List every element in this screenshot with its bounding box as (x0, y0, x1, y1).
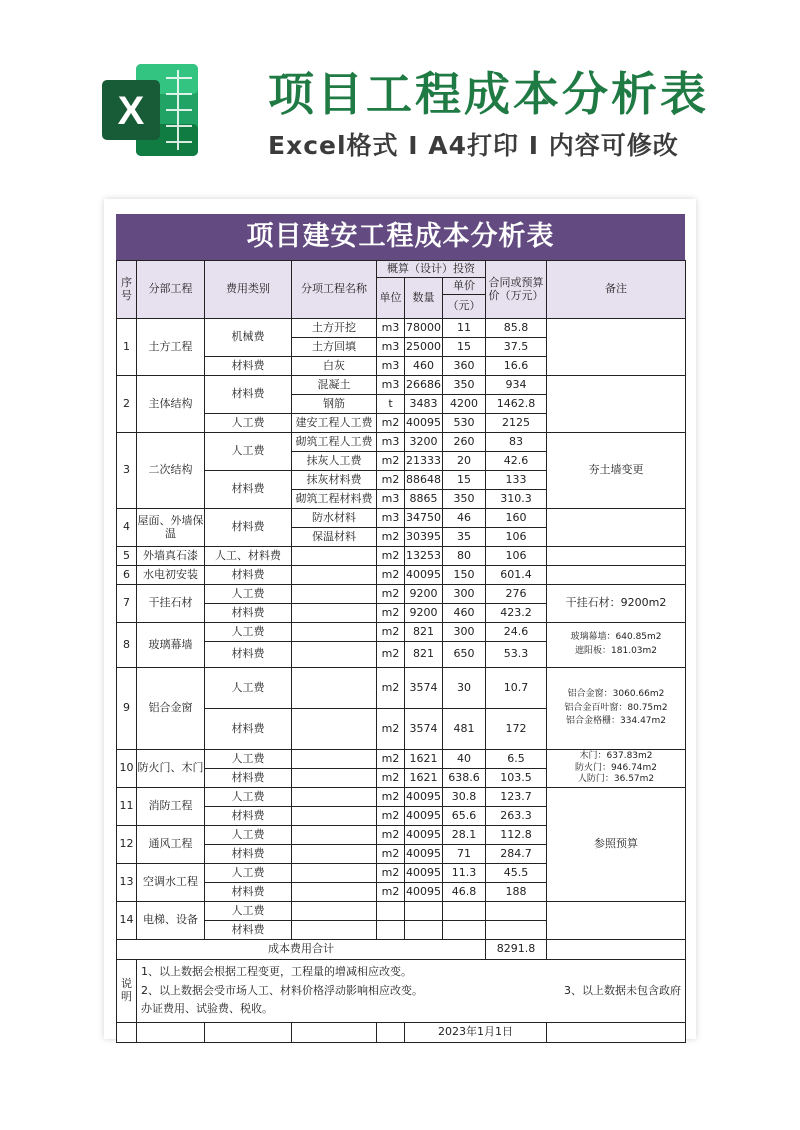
cost-type-cell: 人工、材料费 (205, 547, 292, 566)
contract-cell: 310.3 (486, 490, 547, 509)
cost-type-cell: 材料费 (205, 471, 292, 509)
notes-cell (547, 750, 686, 788)
page-title: 项目工程成本分析表 (268, 67, 709, 121)
total-label: 成本费用合计 (117, 940, 486, 960)
subitem-cell: 抹灰材料费 (292, 471, 377, 490)
seq-cell: 9 (117, 668, 137, 750)
price-cell (443, 921, 486, 940)
header-quantity: 数量 (405, 278, 443, 319)
price-cell: 650 (443, 642, 486, 668)
remark-line-3: 3、以上数据未包含政府 (564, 983, 682, 997)
subitem-cell (292, 788, 377, 807)
table-row (117, 433, 686, 452)
contract-cell (486, 902, 547, 921)
note-line: 玻璃幕墙：640.85m2 (570, 632, 662, 643)
qty-cell: 26686 (405, 376, 443, 395)
subitem-cell: 抹灰人工费 (292, 452, 377, 471)
header-subitem: 分项工程名称 (292, 261, 377, 319)
subitem-cell (292, 902, 377, 921)
subitem-cell (292, 709, 377, 750)
price-cell: 30.8 (443, 788, 486, 807)
unit-cell: m2 (377, 750, 405, 769)
unit-cell (377, 921, 405, 940)
price-cell: 28.1 (443, 826, 486, 845)
contract-cell: 85.8 (486, 319, 547, 338)
price-cell: 35 (443, 528, 486, 547)
table-header-row (117, 261, 686, 278)
contract-cell: 83 (486, 433, 547, 452)
unit-cell: m2 (377, 709, 405, 750)
unit-cell: m2 (377, 528, 405, 547)
notes-cell (547, 940, 686, 960)
contract-cell: 53.3 (486, 642, 547, 668)
contract-cell: 284.7 (486, 845, 547, 864)
contract-cell: 1462.8 (486, 395, 547, 414)
page-subtitle: Excel格式 I A4打印 I 内容可修改 (268, 131, 679, 160)
division-cell: 玻璃幕墙 (137, 623, 205, 668)
unit-cell: m2 (377, 826, 405, 845)
subitem-cell (292, 668, 377, 709)
header-notes: 备注 (547, 261, 686, 319)
empty-cell (292, 1023, 377, 1043)
unit-cell: m2 (377, 585, 405, 604)
header-cost-type: 费用类别 (205, 261, 292, 319)
subitem-cell (292, 623, 377, 642)
contract-cell: 123.7 (486, 788, 547, 807)
subitem-cell (292, 769, 377, 788)
price-cell: 350 (443, 376, 486, 395)
subitem-cell: 钢筋 (292, 395, 377, 414)
table-row (117, 547, 686, 566)
subitem-cell (292, 566, 377, 585)
notes-cell (547, 319, 686, 376)
price-cell: 350 (443, 490, 486, 509)
division-cell: 空调水工程 (137, 864, 205, 902)
subitem-cell (292, 642, 377, 668)
division-cell: 防火门、木门 (137, 750, 205, 788)
contract-cell: 172 (486, 709, 547, 750)
qty-cell: 3483 (405, 395, 443, 414)
remark-line-2: 2、以上数据会受市场人工、材料价格浮动影响相应改变。 (141, 983, 423, 997)
contract-cell: 188 (486, 883, 547, 902)
price-cell: 46.8 (443, 883, 486, 902)
contract-cell: 45.5 (486, 864, 547, 883)
unit-cell: m2 (377, 414, 405, 433)
qty-cell: 40095 (405, 807, 443, 826)
contract-cell: 106 (486, 528, 547, 547)
price-cell: 11.3 (443, 864, 486, 883)
subitem-cell: 建安工程人工费 (292, 414, 377, 433)
subitem-cell: 砌筑工程人工费 (292, 433, 377, 452)
contract-cell: 601.4 (486, 566, 547, 585)
total-value: 8291.8 (486, 940, 547, 960)
price-cell: 300 (443, 585, 486, 604)
cost-type-cell: 材料费 (205, 807, 292, 826)
notes-cell: 参照预算 (547, 788, 686, 902)
cost-type-cell: 材料费 (205, 642, 292, 668)
price-cell: 80 (443, 547, 486, 566)
notes-cell (547, 668, 686, 750)
price-cell: 46 (443, 509, 486, 528)
seq-cell: 8 (117, 623, 137, 668)
notes-cell: 干挂石材：9200m2 (547, 585, 686, 623)
remarks-label: 说明 (117, 960, 137, 1023)
contract-cell: 10.7 (486, 668, 547, 709)
subitem-cell: 土方回填 (292, 338, 377, 357)
seq-cell: 11 (117, 788, 137, 826)
unit-cell: m2 (377, 471, 405, 490)
seq-cell: 2 (117, 376, 137, 433)
header-division: 分部工程 (137, 261, 205, 319)
unit-cell: m2 (377, 769, 405, 788)
contract-cell (486, 921, 547, 940)
note-line: 木门：637.83m2 (579, 750, 653, 761)
contract-cell: 160 (486, 509, 547, 528)
logo-letter: X (117, 89, 145, 133)
table-row (117, 668, 686, 709)
header-seq: 序号 (117, 261, 137, 319)
unit-cell: m3 (377, 319, 405, 338)
seq-cell: 1 (117, 319, 137, 376)
unit-cell: m2 (377, 623, 405, 642)
unit-cell: m2 (377, 642, 405, 668)
contract-cell: 934 (486, 376, 547, 395)
seq-cell: 4 (117, 509, 137, 547)
cost-type-cell: 材料费 (205, 769, 292, 788)
unit-cell: t (377, 395, 405, 414)
excel-logo-icon (100, 60, 202, 160)
subitem-cell: 保温材料 (292, 528, 377, 547)
subitem-cell (292, 750, 377, 769)
contract-cell: 16.6 (486, 357, 547, 376)
division-cell: 土方工程 (137, 319, 205, 376)
contract-cell: 133 (486, 471, 547, 490)
qty-cell: 40095 (405, 566, 443, 585)
qty-cell (405, 902, 443, 921)
price-cell: 30 (443, 668, 486, 709)
table-row (117, 902, 686, 921)
seq-cell: 10 (117, 750, 137, 788)
unit-cell (377, 902, 405, 921)
unit-cell: m2 (377, 864, 405, 883)
qty-cell: 3200 (405, 433, 443, 452)
division-cell: 二次结构 (137, 433, 205, 509)
notes-cell (547, 509, 686, 547)
division-cell: 铝合金窗 (137, 668, 205, 750)
price-cell: 4200 (443, 395, 486, 414)
cost-type-cell: 人工费 (205, 826, 292, 845)
qty-cell: 40095 (405, 414, 443, 433)
cost-type-cell: 人工费 (205, 750, 292, 769)
unit-cell: m2 (377, 883, 405, 902)
qty-cell: 88648 (405, 471, 443, 490)
cost-type-cell: 人工费 (205, 414, 292, 433)
table-row (117, 566, 686, 585)
header-unit: 单位 (377, 278, 405, 319)
qty-cell: 821 (405, 642, 443, 668)
notes-cell (547, 566, 686, 585)
price-cell: 15 (443, 471, 486, 490)
qty-cell: 40095 (405, 864, 443, 883)
table-row (117, 750, 686, 769)
qty-cell: 34750 (405, 509, 443, 528)
qty-cell (405, 921, 443, 940)
qty-cell: 40095 (405, 826, 443, 845)
price-cell: 360 (443, 357, 486, 376)
qty-cell: 25000 (405, 338, 443, 357)
total-row (117, 940, 686, 960)
unit-cell: m2 (377, 566, 405, 585)
price-cell: 638.6 (443, 769, 486, 788)
sheet-title: 项目建安工程成本分析表 (116, 214, 685, 260)
cost-type-cell: 材料费 (205, 883, 292, 902)
empty-cell (547, 1023, 686, 1043)
qty-cell: 21333 (405, 452, 443, 471)
table-row (117, 509, 686, 528)
cost-type-cell: 材料费 (205, 376, 292, 414)
price-cell: 65.6 (443, 807, 486, 826)
notes-cell (547, 623, 686, 668)
seq-cell: 6 (117, 566, 137, 585)
qty-cell: 40095 (405, 788, 443, 807)
remarks-row (117, 960, 686, 1023)
contract-cell: 37.5 (486, 338, 547, 357)
header-contract: 合同或预算价（万元） (486, 261, 547, 319)
qty-cell: 1621 (405, 769, 443, 788)
qty-cell: 78000 (405, 319, 443, 338)
seq-cell: 13 (117, 864, 137, 902)
qty-cell: 460 (405, 357, 443, 376)
subitem-cell (292, 585, 377, 604)
note-line: 遮阳板：181.03m2 (575, 646, 658, 656)
subitem-cell (292, 845, 377, 864)
cost-type-cell: 机械费 (205, 319, 292, 357)
seq-cell: 3 (117, 433, 137, 509)
subitem-cell (292, 864, 377, 883)
remark-line: 1、以上数据会根据工程变更，工程量的增减相应改变。 (141, 965, 412, 978)
unit-cell: m2 (377, 547, 405, 566)
notes-cell (547, 902, 686, 940)
subitem-cell (292, 807, 377, 826)
division-cell: 消防工程 (137, 788, 205, 826)
remark-line: 办证费用、试验费、税收。 (141, 1002, 273, 1016)
price-cell: 20 (443, 452, 486, 471)
unit-cell: m2 (377, 668, 405, 709)
cost-type-cell: 人工费 (205, 585, 292, 604)
table-row (117, 585, 686, 604)
subitem-cell: 防水材料 (292, 509, 377, 528)
subitem-cell (292, 547, 377, 566)
cost-type-cell: 材料费 (205, 921, 292, 940)
contract-cell: 423.2 (486, 604, 547, 623)
seq-cell: 7 (117, 585, 137, 623)
table-row (117, 623, 686, 642)
unit-cell: m2 (377, 807, 405, 826)
subitem-cell: 砌筑工程材料费 (292, 490, 377, 509)
contract-cell: 42.6 (486, 452, 547, 471)
division-cell: 干挂石材 (137, 585, 205, 623)
qty-cell: 30395 (405, 528, 443, 547)
cost-table (116, 260, 686, 1043)
header-unit-price: 单价 (443, 278, 486, 295)
price-cell: 460 (443, 604, 486, 623)
unit-cell: m3 (377, 376, 405, 395)
seq-cell: 5 (117, 547, 137, 566)
price-cell (443, 902, 486, 921)
empty-cell (377, 1023, 405, 1043)
division-cell: 水电初安装 (137, 566, 205, 585)
qty-cell: 8865 (405, 490, 443, 509)
division-cell: 屋面、外墙保温 (137, 509, 205, 547)
division-cell: 主体结构 (137, 376, 205, 433)
division-cell: 通风工程 (137, 826, 205, 864)
price-cell: 40 (443, 750, 486, 769)
note-line: 防火门：946.74m2 (575, 762, 658, 773)
date-cell: 2023年1月1日 (405, 1023, 547, 1043)
cost-type-cell: 材料费 (205, 509, 292, 547)
note-line: 铝合金百叶窗：80.75m2 (564, 702, 668, 713)
spreadsheet (116, 214, 685, 1043)
price-cell: 260 (443, 433, 486, 452)
unit-cell: m3 (377, 490, 405, 509)
contract-cell: 103.5 (486, 769, 547, 788)
cost-type-cell: 材料费 (205, 357, 292, 376)
table-row (117, 376, 686, 395)
subitem-cell (292, 826, 377, 845)
table-row (117, 319, 686, 338)
table-row (117, 788, 686, 807)
subitem-cell (292, 604, 377, 623)
cost-type-cell: 人工费 (205, 864, 292, 883)
notes-cell (547, 376, 686, 433)
qty-cell: 3574 (405, 668, 443, 709)
subitem-cell (292, 921, 377, 940)
subitem-cell: 白灰 (292, 357, 377, 376)
cost-type-cell: 材料费 (205, 604, 292, 623)
cost-type-cell: 人工费 (205, 902, 292, 921)
cost-type-cell: 材料费 (205, 845, 292, 864)
unit-cell: m3 (377, 357, 405, 376)
cost-type-cell: 人工费 (205, 623, 292, 642)
date-row (117, 1023, 686, 1043)
seq-cell: 12 (117, 826, 137, 864)
contract-cell: 106 (486, 547, 547, 566)
cost-type-cell: 人工费 (205, 788, 292, 807)
contract-cell: 112.8 (486, 826, 547, 845)
empty-cell (137, 1023, 205, 1043)
qty-cell: 821 (405, 623, 443, 642)
subitem-cell: 土方开挖 (292, 319, 377, 338)
price-cell: 15 (443, 338, 486, 357)
cost-type-cell: 材料费 (205, 566, 292, 585)
note-line: 铝合金窗：3060.66m2 (567, 688, 665, 699)
cost-type-cell: 人工费 (205, 668, 292, 709)
unit-cell: m2 (377, 845, 405, 864)
qty-cell: 40095 (405, 883, 443, 902)
division-cell: 外墙真石漆 (137, 547, 205, 566)
empty-cell (117, 1023, 137, 1043)
contract-cell: 24.6 (486, 623, 547, 642)
qty-cell: 40095 (405, 845, 443, 864)
header-budget-group: 概算（设计）投资 (377, 261, 486, 278)
contract-cell: 263.3 (486, 807, 547, 826)
remarks-text (137, 960, 686, 1023)
header-unit-price-unit: （元） (443, 295, 486, 319)
price-cell: 481 (443, 709, 486, 750)
cost-type-cell: 人工费 (205, 433, 292, 471)
seq-cell: 14 (117, 902, 137, 940)
contract-cell: 2125 (486, 414, 547, 433)
note-line: 铝合金格栅：334.47m2 (566, 716, 667, 727)
qty-cell: 9200 (405, 604, 443, 623)
subitem-cell (292, 883, 377, 902)
price-cell: 300 (443, 623, 486, 642)
price-cell: 150 (443, 566, 486, 585)
unit-cell: m2 (377, 452, 405, 471)
unit-cell: m3 (377, 433, 405, 452)
contract-cell: 6.5 (486, 750, 547, 769)
price-cell: 530 (443, 414, 486, 433)
contract-cell: 276 (486, 585, 547, 604)
unit-cell: m3 (377, 338, 405, 357)
qty-cell: 9200 (405, 585, 443, 604)
price-cell: 11 (443, 319, 486, 338)
note-line: 人防门：36.57m2 (577, 774, 655, 785)
notes-cell: 夯土墙变更 (547, 433, 686, 509)
remark-line (141, 982, 681, 1001)
page-header (0, 0, 800, 195)
division-cell: 电梯、设备 (137, 902, 205, 940)
price-cell: 71 (443, 845, 486, 864)
unit-cell: m3 (377, 509, 405, 528)
qty-cell: 13253 (405, 547, 443, 566)
qty-cell: 1621 (405, 750, 443, 769)
unit-cell: m2 (377, 604, 405, 623)
subitem-cell: 混凝土 (292, 376, 377, 395)
empty-cell (205, 1023, 292, 1043)
cost-type-cell: 材料费 (205, 709, 292, 750)
notes-cell (547, 547, 686, 566)
qty-cell: 3574 (405, 709, 443, 750)
unit-cell: m2 (377, 788, 405, 807)
